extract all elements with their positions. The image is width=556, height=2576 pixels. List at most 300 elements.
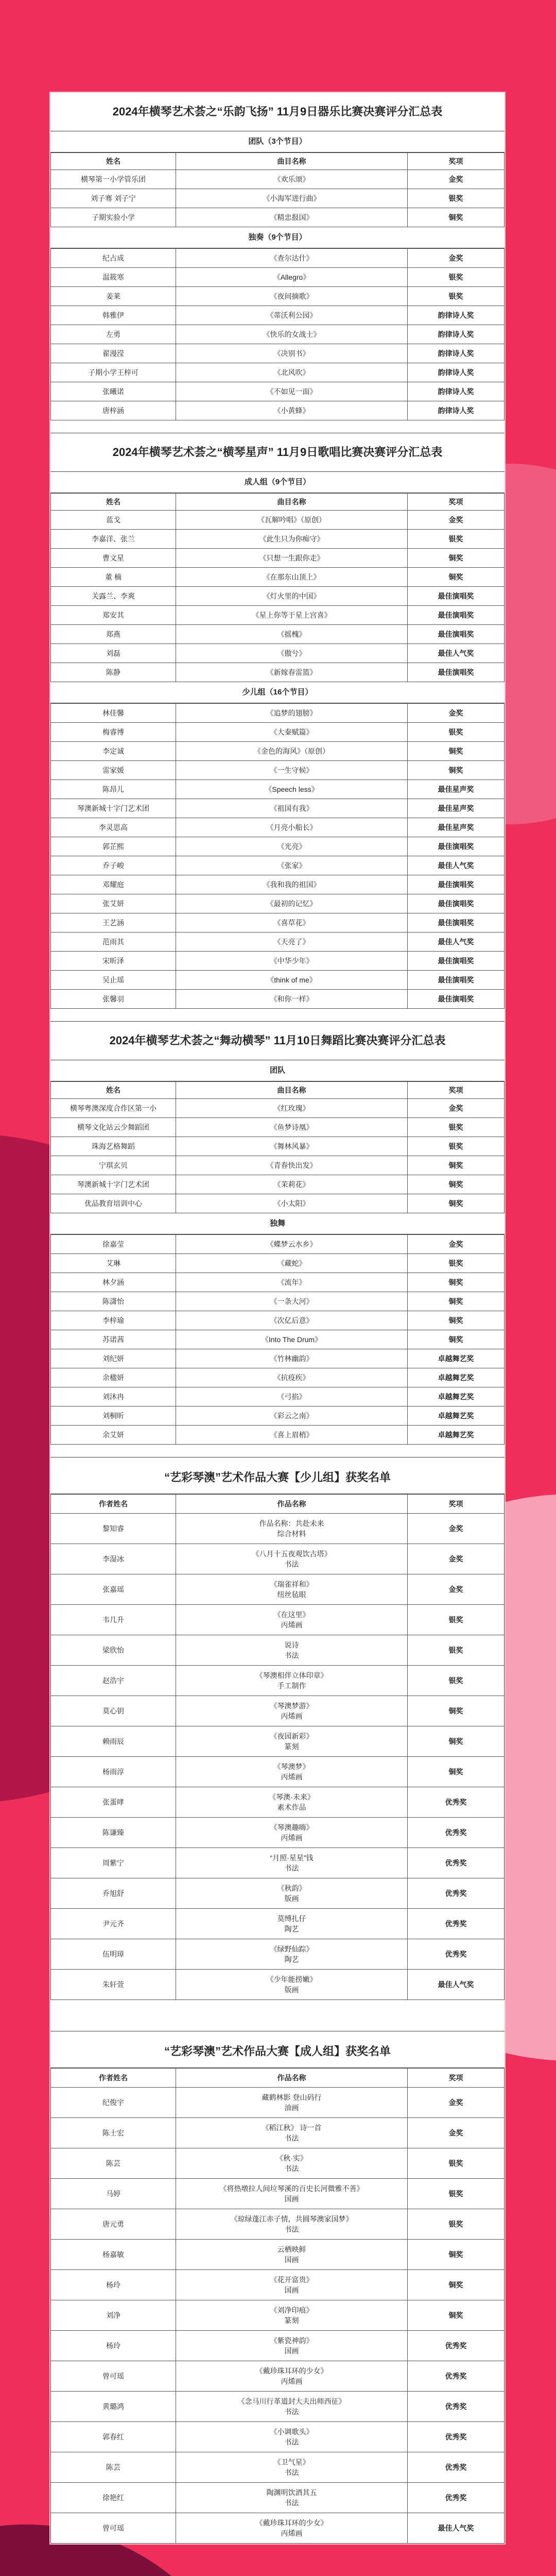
- award-cell: 奖项: [408, 1495, 505, 1514]
- award-cell: 卓越舞艺奖: [408, 1387, 505, 1406]
- group-title: 团队: [50, 1060, 505, 1081]
- title-cell: 《蒂沃利公园》: [176, 306, 408, 325]
- name-cell: 刘桐昕: [51, 1406, 176, 1426]
- table-row: [51, 780, 505, 799]
- name-cell: 子期小学王梓可: [51, 363, 176, 382]
- name-cell: 杨玲: [51, 2331, 176, 2361]
- name-cell: 作者姓名: [51, 1495, 176, 1514]
- award-cell: 韵律诗人奖: [408, 325, 505, 344]
- art-adult-title: “艺彩琴澳”艺术作品大赛【成人组】获奖名单: [50, 2031, 505, 2068]
- name-cell: 林夕涵: [51, 1273, 176, 1292]
- award-cell: 卓越舞艺奖: [408, 1349, 505, 1368]
- award-cell: 金奖: [408, 1514, 505, 1544]
- header-row: [51, 494, 505, 511]
- title-cell: 《八月十五夜观饮古塔》 书法: [176, 1544, 408, 1574]
- table-row: [51, 2240, 505, 2270]
- title-cell: 《小调歌头》 书法: [176, 2422, 408, 2452]
- name-cell: 曹文星: [51, 549, 176, 568]
- title-cell: 《灯火里的中国》: [176, 587, 408, 606]
- award-cell: 最佳演唱奖: [408, 952, 505, 971]
- name-cell: 琴澳新城十字门艺术团: [51, 1175, 176, 1194]
- title-cell: 莫缚扎仔 陶艺: [176, 1909, 408, 1939]
- award-cell: 铜奖: [408, 1292, 505, 1311]
- table-row: [51, 1787, 505, 1818]
- title-cell: 《在那东山顶上》: [176, 568, 408, 587]
- title-cell: 《决别书》: [176, 344, 408, 363]
- group-title: 少儿组（16个节目）: [50, 682, 505, 703]
- award-cell: 铜奖: [408, 2240, 505, 2270]
- title-cell: 《少年能捞嫩》 版画: [176, 1970, 408, 2000]
- award-cell: 最佳演唱奖: [408, 625, 505, 644]
- name-cell: 刘纪妍: [51, 1349, 176, 1368]
- title-cell: 《星上你等于星上宫喜》: [176, 606, 408, 625]
- award-cell: 优秀奖: [408, 2331, 505, 2361]
- title-cell: 《祖国有我》: [176, 799, 408, 818]
- title-cell: 《念马川行革道封大夫出师西征》 书法: [176, 2392, 408, 2422]
- table-row: [51, 894, 505, 913]
- award-cell: 最佳人气奖: [408, 644, 505, 663]
- table-row: [51, 382, 505, 401]
- title-cell: 《Into The Drum》: [176, 1330, 408, 1349]
- name-cell: 横琴粤澳深度合作区第一小: [51, 1099, 176, 1118]
- table-row: [51, 363, 505, 382]
- art-table: [50, 2068, 505, 2544]
- name-cell: 琴澳新城十字门艺术团: [51, 799, 176, 818]
- table-row: [51, 2148, 505, 2179]
- name-cell: 关露兰、李爽: [51, 587, 176, 606]
- name-cell: 作者姓名: [51, 2069, 176, 2088]
- name-cell: 杨雨淳: [51, 1757, 176, 1787]
- award-cell: 最佳人气奖: [408, 856, 505, 875]
- table-row: [51, 1330, 505, 1349]
- name-cell: 徐嘉莹: [51, 1235, 176, 1254]
- name-cell: 李梓瑜: [51, 1311, 176, 1330]
- table-row: [51, 1175, 505, 1194]
- results-table: [50, 493, 505, 682]
- award-cell: 银奖: [408, 287, 505, 306]
- title-cell: 《茉莉花》: [176, 1175, 408, 1194]
- name-cell: 姓名: [51, 1082, 176, 1099]
- award-cell: 铜奖: [408, 1175, 505, 1194]
- name-cell: 宋昕泽: [51, 952, 176, 971]
- title-cell: 《追梦的翅膀》: [176, 704, 408, 723]
- award-cell: 优秀奖: [408, 2361, 505, 2392]
- name-cell: 吴止瑶: [51, 971, 176, 990]
- table-row: [51, 1939, 505, 1970]
- name-cell: 韩雅伊: [51, 306, 176, 325]
- award-cell: 银奖: [408, 530, 505, 549]
- title-cell: 《抗疫疾》: [176, 1368, 408, 1387]
- table-row: [51, 2513, 505, 2544]
- title-cell: 作品名称：共赴未来 综合材料: [176, 1514, 408, 1544]
- award-cell: 铜奖: [408, 1330, 505, 1349]
- title-cell: 《鱼梦诗凰》: [176, 1118, 408, 1137]
- table-row: [51, 1970, 505, 2000]
- title-cell: 《最初的记忆》: [176, 894, 408, 913]
- award-cell: 优秀奖: [408, 2452, 505, 2483]
- award-cell: 金奖: [408, 2118, 505, 2148]
- award-cell: 韵律诗人奖: [408, 344, 505, 363]
- title-cell: 《光亮》: [176, 837, 408, 856]
- table-row: [51, 1757, 505, 1787]
- title-cell: 《月亮小船长》: [176, 818, 408, 837]
- name-cell: 陈谦臻: [51, 1818, 176, 1848]
- title-cell: 作品名称: [176, 1495, 408, 1514]
- table-row: [51, 913, 505, 933]
- name-cell: 珠海艺格舞蹈: [51, 1137, 176, 1156]
- table-row: [51, 306, 505, 325]
- award-cell: 银奖: [408, 268, 505, 287]
- award-cell: 卓越舞艺奖: [408, 1426, 505, 1445]
- table-row: [51, 208, 505, 227]
- name-cell: 余艾妍: [51, 1426, 176, 1445]
- name-cell: 子期实验小学: [51, 208, 176, 227]
- title-cell: 《琼绿蓬江赤子情，共圆琴澳家国梦》 书法: [176, 2209, 408, 2240]
- award-cell: 卓越舞艺奖: [408, 1368, 505, 1387]
- title-cell: 《新嫁春雷篮》: [176, 663, 408, 682]
- title-cell: 说诗 书法: [176, 1635, 408, 1666]
- table-row: [51, 1099, 505, 1118]
- award-cell: 金奖: [408, 2088, 505, 2118]
- award-cell: 铜奖: [408, 2300, 505, 2331]
- title-cell: 《将热墩拉人间垃琴溪的百史长河微雅不善》 国画: [176, 2179, 408, 2209]
- table-row: [51, 1574, 505, 1605]
- title-cell: 《金色的海风》（原创）: [176, 742, 408, 761]
- table-row: [51, 761, 505, 780]
- title-cell: 《北风吹》: [176, 363, 408, 382]
- group-title: 独舞: [50, 1213, 505, 1234]
- dance-title: 2024年横琴艺术荟之“舞动横琴” 11月10日舞蹈比赛决赛评分汇总表: [50, 1022, 505, 1060]
- singing-title: 2024年横琴艺术荟之“横琴星声” 11月9日歌唱比赛决赛评分汇总表: [50, 433, 505, 472]
- title-cell: 《和你一样》: [176, 990, 408, 1009]
- award-cell: 银奖: [408, 723, 505, 742]
- award-cell: 最佳演唱奖: [408, 606, 505, 625]
- title-cell: 《红玫瑰》: [176, 1099, 408, 1118]
- award-cell: 最佳人气奖: [408, 933, 505, 952]
- name-cell: 陈士宏: [51, 2118, 176, 2148]
- table-row: [51, 2392, 505, 2422]
- name-cell: 张蛋哮: [51, 1787, 176, 1818]
- award-cell: 优秀奖: [408, 1939, 505, 1970]
- award-cell: 优秀奖: [408, 1787, 505, 1818]
- table-row: [51, 1194, 505, 1213]
- title-cell: 《舞林风暴》: [176, 1137, 408, 1156]
- title-cell: 曲目名称: [176, 1082, 408, 1099]
- name-cell: 乔旭舒: [51, 1878, 176, 1909]
- spacer: [50, 1445, 505, 1458]
- results-table: [50, 1234, 505, 1445]
- name-cell: 郑安其: [51, 606, 176, 625]
- table-row: [51, 2179, 505, 2209]
- name-cell: 乔子峻: [51, 856, 176, 875]
- group-title: 成人组（9个节目）: [50, 472, 505, 493]
- name-cell: 王艺涵: [51, 913, 176, 933]
- name-cell: 唐梓涵: [51, 401, 176, 420]
- award-cell: 银奖: [408, 1605, 505, 1635]
- award-cell: 铜奖: [408, 1311, 505, 1330]
- award-cell: 银奖: [408, 1666, 505, 1696]
- table-row: [51, 663, 505, 682]
- table-row: [51, 2300, 505, 2331]
- name-cell: 邓耀庭: [51, 875, 176, 894]
- name-cell: 唐元勇: [51, 2209, 176, 2240]
- award-cell: 铜奖: [408, 1696, 505, 1726]
- title-cell: 《喜上眉梢》: [176, 1426, 408, 1445]
- title-cell: 《think of me》: [176, 971, 408, 990]
- table-row: [51, 1406, 505, 1426]
- table-row: [51, 530, 505, 549]
- name-cell: 姜莱: [51, 287, 176, 306]
- name-cell: 赖雨辰: [51, 1726, 176, 1757]
- title-cell: 《夜园新彩》 篆刻: [176, 1726, 408, 1757]
- title-cell: 《小海军进行曲》: [176, 189, 408, 208]
- award-cell: 铜奖: [408, 568, 505, 587]
- header-row: [51, 1082, 505, 1099]
- award-cell: 银奖: [408, 1137, 505, 1156]
- title-cell: 《中华少年》: [176, 952, 408, 971]
- art-table: [50, 1494, 505, 2000]
- results-table: [50, 1081, 505, 1213]
- award-cell: 最佳演唱奖: [408, 587, 505, 606]
- name-cell: 朱轩萱: [51, 1970, 176, 2000]
- title-cell: 《琴澳趣嗨》 丙烯画: [176, 1818, 408, 1848]
- award-cell: 最佳人气奖: [408, 1970, 505, 2000]
- name-cell: 刘净: [51, 2300, 176, 2331]
- award-cell: 银奖: [408, 1635, 505, 1666]
- table-row: [51, 325, 505, 344]
- table-row: [51, 1605, 505, 1635]
- name-cell: 刘子骞 刘子宁: [51, 189, 176, 208]
- title-cell: 《欢乐颂》: [176, 170, 408, 189]
- name-cell: 纪占成: [51, 249, 176, 268]
- award-cell: 金奖: [408, 1099, 505, 1118]
- award-cell: 银奖: [408, 2209, 505, 2240]
- name-cell: 赵浩宇: [51, 1666, 176, 1696]
- table-row: [51, 189, 505, 208]
- award-cell: 银奖: [408, 1254, 505, 1273]
- title-cell: 《紫瓷神韵》 国画: [176, 2331, 408, 2361]
- name-cell: 刘沐冉: [51, 1387, 176, 1406]
- table-row: [51, 568, 505, 587]
- group-title: 团队（3个节目）: [50, 131, 505, 152]
- award-cell: 优秀奖: [408, 1818, 505, 1848]
- name-cell: 横琴第一小学管乐团: [51, 170, 176, 189]
- award-cell: 金奖: [408, 1544, 505, 1574]
- name-cell: 李湿冰: [51, 1544, 176, 1574]
- title-cell: 《戴珍珠耳环的少女》 丙烯画: [176, 2513, 408, 2544]
- title-cell: 《戴珍珠耳环的少女》 丙烯画: [176, 2361, 408, 2392]
- title-cell: 《瓦解吟唱》（原创）: [176, 511, 408, 530]
- spacer: [50, 1009, 505, 1022]
- art-kids-title: “艺彩琴澳”艺术作品大赛【少儿组】获奖名单: [50, 1458, 505, 1494]
- name-cell: 陈潇怡: [51, 1292, 176, 1311]
- award-cell: 最佳演唱奖: [408, 913, 505, 933]
- title-cell: 《藏蛇》: [176, 1254, 408, 1273]
- title-cell: 《瑞雀祥和》 纽丝毡眼: [176, 1574, 408, 1605]
- name-cell: 雷家媛: [51, 761, 176, 780]
- table-row: [51, 837, 505, 856]
- name-cell: 张艾妍: [51, 894, 176, 913]
- award-cell: 奖项: [408, 2069, 505, 2088]
- title-cell: 作品名称: [176, 2069, 408, 2088]
- award-cell: 金奖: [408, 170, 505, 189]
- name-cell: 范雨其: [51, 933, 176, 952]
- name-cell: 梁欣怡: [51, 1635, 176, 1666]
- name-cell: 纪俊宇: [51, 2088, 176, 2118]
- award-cell: 韵律诗人奖: [408, 401, 505, 420]
- title-cell: 《竹林幽韵》: [176, 1349, 408, 1368]
- award-cell: 银奖: [408, 2179, 505, 2209]
- title-cell: 《流年》: [176, 1273, 408, 1292]
- table-row: [51, 933, 505, 952]
- table-row: [51, 268, 505, 287]
- title-cell: 《在这里》 丙烯画: [176, 1605, 408, 1635]
- award-cell: 最佳星声奖: [408, 818, 505, 837]
- title-cell: 《琴澳梦》 丙烯画: [176, 1757, 408, 1787]
- header-row: [51, 2069, 505, 2088]
- title-cell: 《小黄蜂》: [176, 401, 408, 420]
- name-cell: 莫心钥: [51, 1696, 176, 1726]
- award-cell: 铜奖: [408, 1156, 505, 1175]
- award-cell: 奖项: [408, 153, 505, 170]
- table-row: [51, 1818, 505, 1848]
- title-cell: 《秋·实》 书法: [176, 2148, 408, 2179]
- music-title: 2024年横琴艺术荟之“乐韵飞扬” 11月9日器乐比赛决赛评分汇总表: [50, 93, 505, 131]
- title-cell: 《张家》: [176, 856, 408, 875]
- award-cell: 优秀奖: [408, 2392, 505, 2422]
- table-row: [51, 2483, 505, 2513]
- title-cell: 《喜草花》: [176, 913, 408, 933]
- name-cell: 李嘉洋、张兰: [51, 530, 176, 549]
- table-row: [51, 1156, 505, 1175]
- table-row: [51, 1235, 505, 1254]
- name-cell: 马婷: [51, 2179, 176, 2209]
- title-cell: 《一生守候》: [176, 761, 408, 780]
- table-row: [51, 1726, 505, 1757]
- title-cell: 《快乐的女战士》: [176, 325, 408, 344]
- table-row: [51, 704, 505, 723]
- title-cell: 《琴澳梦游》 丙烯画: [176, 1696, 408, 1726]
- title-cell: 《秋韵》 版画: [176, 1878, 408, 1909]
- title-cell: 曲目名称: [176, 153, 408, 170]
- award-cell: 银奖: [408, 1118, 505, 1137]
- award-cell: 金奖: [408, 1235, 505, 1254]
- table-row: [51, 549, 505, 568]
- table-row: [51, 1292, 505, 1311]
- table-row: [51, 1848, 505, 1878]
- award-cell: 铜奖: [408, 549, 505, 568]
- name-cell: 曾可瑶: [51, 2361, 176, 2392]
- title-cell: 《琴澳相伴立体印章》 手工制作: [176, 1666, 408, 1696]
- title-cell: 曲目名称: [176, 494, 408, 511]
- title-cell: 《卫气星》 书法: [176, 2452, 408, 2483]
- table-row: [51, 1349, 505, 1368]
- name-cell: 周紫宁: [51, 1848, 176, 1878]
- table-row: [51, 1696, 505, 1726]
- results-table: [50, 248, 505, 420]
- title-cell: 陶渊明饮酒其五 书法: [176, 2483, 408, 2513]
- results-table: [50, 152, 505, 227]
- table-row: [51, 1368, 505, 1387]
- title-cell: 《天亮了》: [176, 933, 408, 952]
- title-cell: 《夜间摘歌》: [176, 287, 408, 306]
- name-cell: 姓名: [51, 153, 176, 170]
- table-row: [51, 742, 505, 761]
- title-cell: 《我和我的祖国》: [176, 875, 408, 894]
- name-cell: 余楹妍: [51, 1368, 176, 1387]
- award-cell: 优秀奖: [408, 1909, 505, 1939]
- title-cell: 《查尔达什》: [176, 249, 408, 268]
- name-cell: 黎知睿: [51, 1514, 176, 1544]
- table-row: [51, 2331, 505, 2361]
- award-cell: 最佳演唱奖: [408, 894, 505, 913]
- name-cell: 优品教育培训中心: [51, 1194, 176, 1213]
- results-sheet: [50, 93, 505, 2544]
- award-cell: 铜奖: [408, 208, 505, 227]
- award-cell: 金奖: [408, 704, 505, 723]
- table-row: [51, 1426, 505, 1445]
- name-cell: 陈芸: [51, 2452, 176, 2483]
- name-cell: 张嘉瑶: [51, 1574, 176, 1605]
- award-cell: 优秀奖: [408, 1848, 505, 1878]
- title-cell: 《青春快出发》: [176, 1156, 408, 1175]
- award-cell: 金奖: [408, 1574, 505, 1605]
- table-row: [51, 1635, 505, 1666]
- table-row: [51, 1909, 505, 1939]
- table-row: [51, 856, 505, 875]
- table-row: [51, 1666, 505, 1696]
- header-row: [51, 153, 505, 170]
- table-row: [51, 625, 505, 644]
- title-cell: 《蝶梦云水乡》: [176, 1235, 408, 1254]
- award-cell: 铜奖: [408, 1757, 505, 1787]
- award-cell: 最佳演唱奖: [408, 663, 505, 682]
- table-row: [51, 2422, 505, 2452]
- table-row: [51, 971, 505, 990]
- award-cell: 银奖: [408, 189, 505, 208]
- award-cell: 铜奖: [408, 742, 505, 761]
- award-cell: 铜奖: [408, 1194, 505, 1213]
- award-cell: 最佳演唱奖: [408, 990, 505, 1009]
- title-cell: 《稻江秋》 诗一首 书法: [176, 2118, 408, 2148]
- title-cell: 《花开富贵》 国画: [176, 2270, 408, 2300]
- table-row: [51, 287, 505, 306]
- name-cell: 黄璐鸿: [51, 2392, 176, 2422]
- table-row: [51, 1254, 505, 1273]
- award-cell: 卓越舞艺奖: [408, 1406, 505, 1426]
- table-row: [51, 1514, 505, 1544]
- name-cell: 横琴文化站云少舞蹈团: [51, 1118, 176, 1137]
- title-cell: 《Speech less》: [176, 780, 408, 799]
- table-row: [51, 170, 505, 189]
- award-cell: 银奖: [408, 2148, 505, 2179]
- name-cell: 李灵思高: [51, 818, 176, 837]
- table-row: [51, 344, 505, 363]
- award-cell: 铜奖: [408, 1273, 505, 1292]
- table-row: [51, 2088, 505, 2118]
- title-cell: 《次亿后意》: [176, 1311, 408, 1330]
- title-cell: 《只想一生跟你走》: [176, 549, 408, 568]
- title-cell: 《不如见一面》: [176, 382, 408, 401]
- title-cell: 《小太阳》: [176, 1194, 408, 1213]
- award-cell: 优秀奖: [408, 2483, 505, 2513]
- name-cell: 陈昂儿: [51, 780, 176, 799]
- name-cell: 李定诚: [51, 742, 176, 761]
- award-cell: 韵律诗人奖: [408, 306, 505, 325]
- name-cell: 陈静: [51, 663, 176, 682]
- table-row: [51, 1137, 505, 1156]
- award-cell: 最佳演唱奖: [408, 837, 505, 856]
